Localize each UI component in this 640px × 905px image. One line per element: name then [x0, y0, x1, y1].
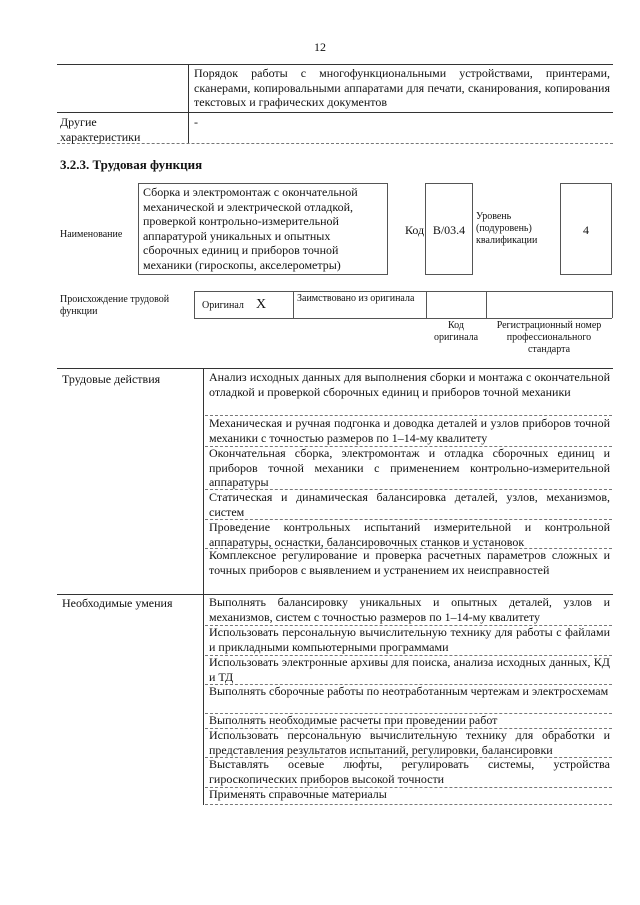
- list-item: Применять справочные материалы: [209, 787, 387, 801]
- table-column-divider: [188, 64, 189, 143]
- list-item: Комплексное регулирование и проверка расчетных параметров сложных и точных приборов с выявлением и устранением их неисправностей: [209, 548, 610, 577]
- list-item: Выставлять осевые люфты, регулировать системы, устройства гироскопических приборов высокой точности: [209, 757, 610, 786]
- code-label: Код: [405, 223, 425, 237]
- code-value: B/03.4: [432, 223, 466, 237]
- list-item: Использовать персональную вычислительную технику для обработки и представления результатов испытаний, регулировки, балансировки: [209, 728, 610, 757]
- required-skills-label: Необходимые умения: [62, 596, 173, 610]
- table-column-divider: [203, 368, 204, 805]
- list-item: Выполнять балансировку уникальных и опытных деталей, узлов и механизмов, систем с точностью размеров по 1–14-му квалитету: [209, 595, 610, 624]
- origin-divider: [426, 291, 427, 318]
- other-characteristics-value: -: [194, 115, 198, 129]
- original-mark: X: [256, 297, 267, 312]
- origin-label: Происхождение трудовой функции: [60, 294, 170, 317]
- table-top-rule: [57, 368, 613, 369]
- list-item: Использовать электронные архивы для поиска, анализа исходных данных, КД и ТД: [209, 655, 610, 684]
- list-item: Выполнять необходимые расчеты при проведении работ: [209, 713, 498, 727]
- list-item: Анализ исходных данных для выполнения сборки и монтажа с окончательной отладкой и проверкой сборочных единиц и приборов точной механики: [209, 370, 610, 399]
- page-number: 12: [314, 40, 326, 54]
- origin-rule: [194, 318, 612, 319]
- labor-actions-label: Трудовые действия: [62, 372, 161, 386]
- borrowed-label: Заимствовано из оригинала: [297, 293, 415, 304]
- list-item: Проведение контрольных испытаний измерительной и контрольной аппаратуры, оснастки, балансировочных станков и установок: [209, 520, 610, 549]
- code-original-label: Код оригинала: [433, 320, 479, 343]
- name-value: Сборка и электромонтаж с окончательной механической и электрической отладкой, проверкой контрольно-измерительной аппаратурой уникальных и опытных сборочных единиц и приборов точной механики (гироскопы, акселерометры): [143, 185, 358, 272]
- list-item: Выполнять сборочные работы по неотработанным чертежам и электросхемам: [209, 684, 609, 698]
- level-label: Уровень (подуровень) квалификации: [476, 211, 538, 246]
- other-characteristics-label: Другие характеристики: [60, 115, 141, 144]
- table-rule: [57, 112, 613, 113]
- row-rule: [205, 804, 612, 805]
- origin-divider: [293, 291, 294, 318]
- list-item: Механическая и ручная подгонка и доводка деталей и узлов приборов точной механики с точностью размеров по 1–14-му квалитету: [209, 416, 610, 445]
- list-item: Статическая и динамическая балансировка деталей, узлов, механизмов, систем: [209, 490, 610, 519]
- original-label: Оригинал: [202, 300, 244, 311]
- list-item: Окончательная сборка, электромонтаж и отладка сборочных единиц и приборов точной механики с применением контрольно-измерительной аппаратуры: [209, 446, 610, 489]
- origin-divider: [194, 291, 195, 318]
- list-item: Использовать персональную вычислительную технику для работы с файлами и прикладными компьютерными программами: [209, 625, 610, 654]
- table-rule: [57, 64, 613, 65]
- name-label: Наименование: [60, 229, 123, 240]
- origin-divider: [612, 291, 613, 318]
- level-value: 4: [583, 223, 589, 237]
- section-heading: 3.2.3. Трудовая функция: [60, 157, 203, 172]
- origin-divider: [486, 291, 487, 318]
- reg-number-label: Регистрационный номер профессионального стандарта: [496, 320, 602, 355]
- origin-rule: [194, 291, 612, 292]
- continued-cell-text: Порядок работы с многофункциональными устройствами, принтерами, сканерами, копировальными аппаратами для печати, сканирования, копирования текстовых и графических документов: [194, 66, 610, 109]
